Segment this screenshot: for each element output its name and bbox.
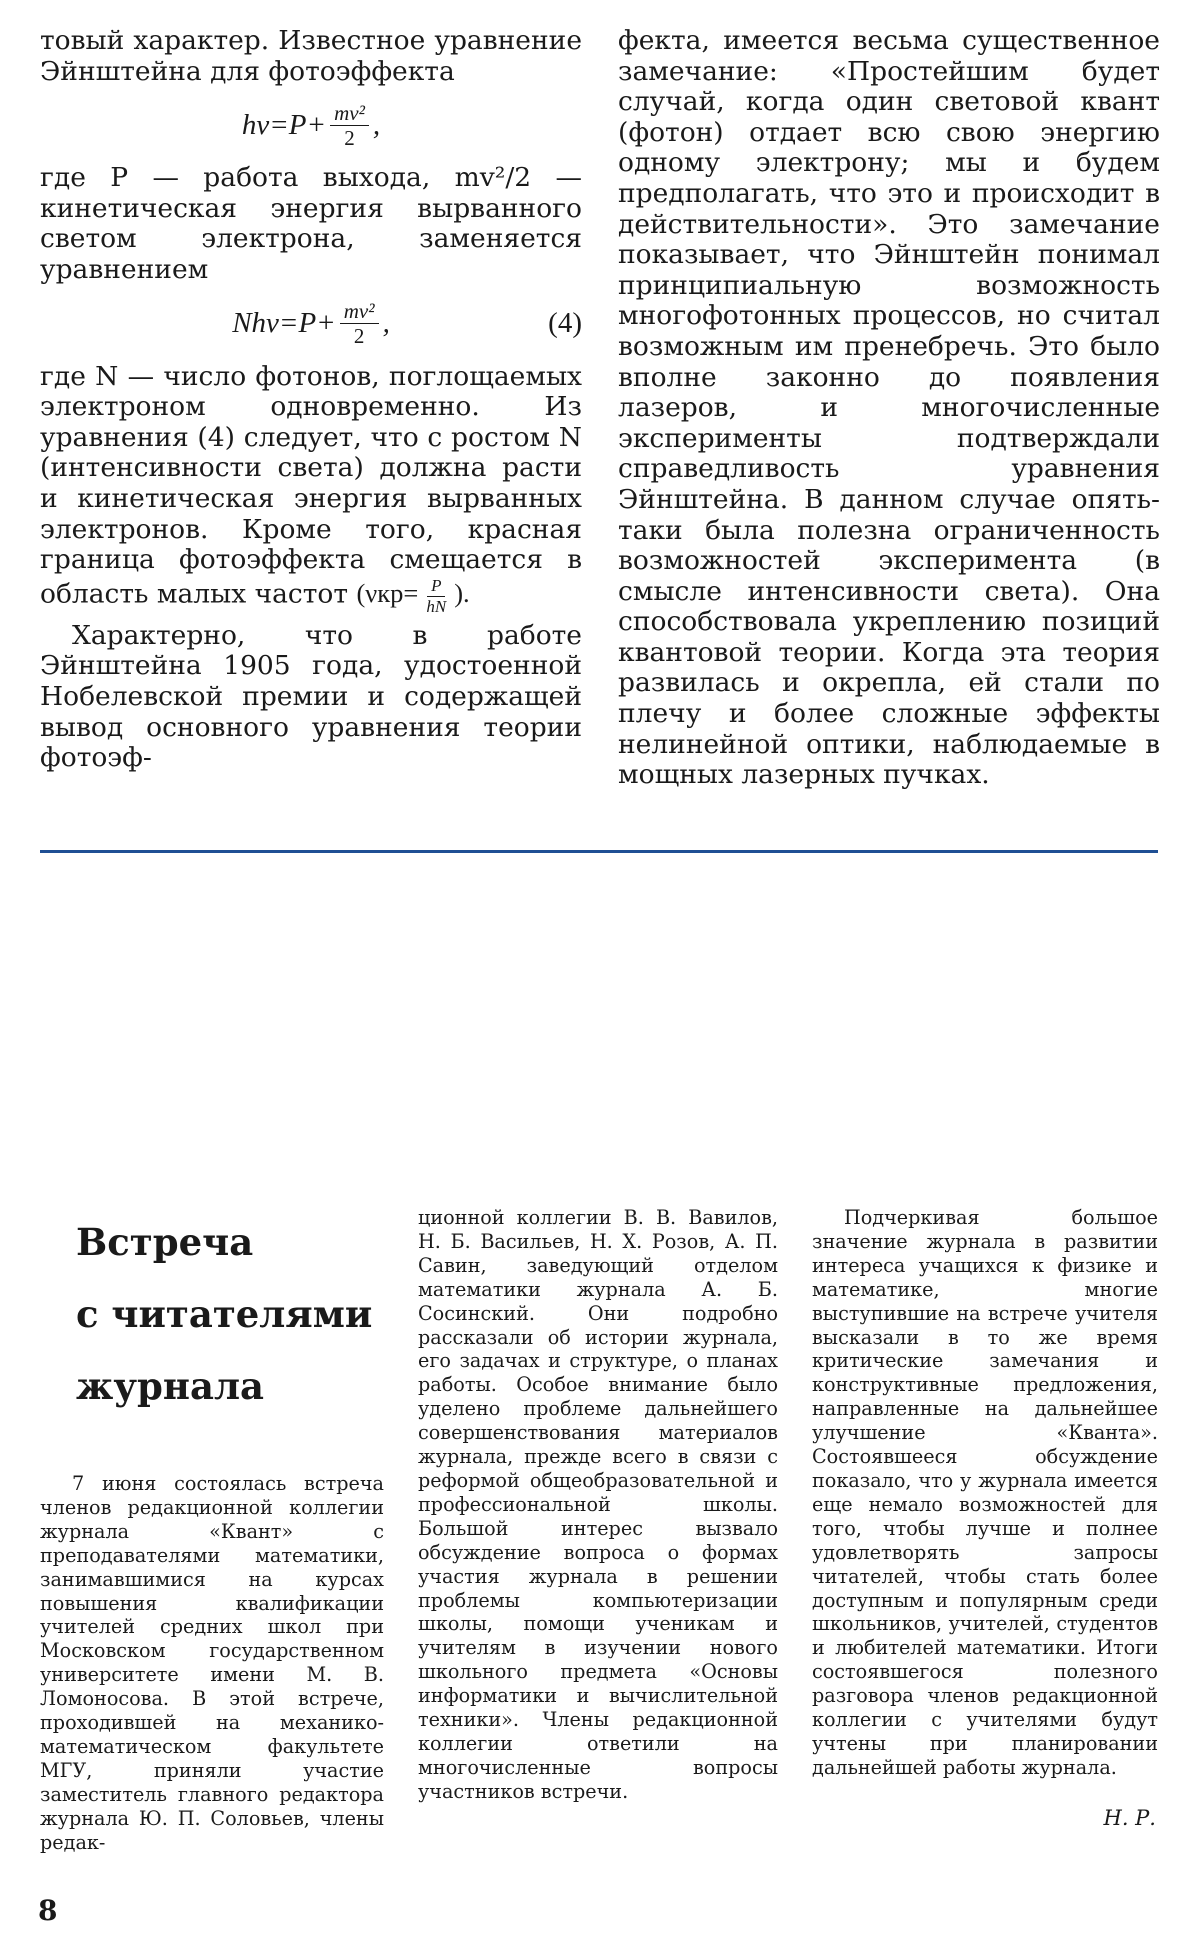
fraction-denominator: 2 [353, 324, 365, 349]
fraction [330, 101, 369, 150]
formula-lhs: Nhν=P+ [232, 307, 336, 340]
nu-tail: ). [454, 578, 470, 609]
fraction-denominator: 2 [344, 125, 355, 150]
equation-number: (4) [548, 307, 582, 340]
paragraph: Подчеркивая большое значение журнала в развитии интереса учащихся к физике и математике, многие выступившие на встрече учителя высказали в то же время критические замечания и конструктивные предложения, направленные на дальнейшее улучшение «Кванта». Состоявшееся обсуждение показало, что у журнала имеется еще немало возможностей для того, чтобы лучше и полнее удовлетворять запросы читателей, чтобы стать более доступным и популярным среди школьников, учителей, студентов и любителей математики. Итоги состоявшегося полезного разговора членов редакционной коллегии с учителями будут учтены при планировании дальнейшей работы журнала. [812, 1206, 1158, 1779]
title-line: Встреча [76, 1220, 254, 1264]
article-column-3 [812, 1206, 1158, 1780]
fraction-numerator: mv² [330, 101, 369, 126]
paragraph: 7 июня состоялась встреча членов редакционной коллегии журнала «Квант» с преподавателями математики, занимавшимися на курсах повышения квалификации учителей средних школ при Московском государственном университете имени М. В. Ломоносова. В этой встрече, проходившей на механико-математическом факультете МГУ, приняли участие заместитель главного редактора журнала Ю. П. Соловьев, члены редак- [40, 1472, 384, 1854]
fraction [340, 299, 379, 348]
paragraph: товый характер. Известное уравнение Эйнштейна для фотоэффекта [40, 25, 582, 87]
paragraph: где P — работа выхода, mv²/2 — кинетическая энергия вырванного светом электрона, заменяется уравнением [40, 162, 582, 285]
author-signature: Н. Р. [1103, 1806, 1156, 1830]
page-number: 8 [38, 1894, 58, 1927]
formula-tail: , [382, 307, 390, 340]
section-divider [40, 850, 1158, 853]
paragraph: фекта, имеется весьма существенное замечание: «Простейшим будет случай, когда один световой квант (фотон) отдает всю свою энергию одному электрону; мы и будем предполагать, что это и происходит в действительности». Это замечание показывает, что Эйнштейн понимал принципиальную возможность многофотонных процессов, но считал возможным им пренебречь. Это было вполне законно до появления лазеров, и многочисленные эксперименты подтверждали справедливость уравнения Эйнштейна. В данном случае опять-таки была полезна ограниченность возможностей эксперимента (в смысле интенсивности света). Она способствовала укреплению позиций квантовой теории. Когда эта теория развилась и окрепла, ей стали по плечу и более сложные эффекты нелинейной оптики, наблюдаемые в мощных лазерных пучках. [618, 25, 1160, 791]
paragraph: ционной коллегии В. В. Вавилов, Н. Б. Васильев, Н. Х. Розов, А. П. Савин, заведующий отделом математики журнала А. Б. Сосинский. Они подробно рассказали об истории журнала, его задачах и структуре, о планах работы. Особое внимание было уделено проблеме дальнейшего совершенствования материалов журнала, прежде всего в связи с реформой общеобразовательной и профессиональной школы. Большой интерес вызвало обсуждение вопроса о формах участия журнала в решении проблемы компьютеризации школы, помощи ученикам и учителям в изучении нового школьного предмета «Основы информатики и вычислительной техники». Члены редакционной коллегии ответили на многочисленные вопросы участников встречи. [418, 1206, 778, 1803]
title-line: журнала [76, 1364, 265, 1408]
formula-einstein [40, 87, 582, 163]
article-column-1 [40, 1472, 384, 1855]
nu-expr: (νкр= [356, 578, 419, 609]
formula-lhs: hν=P+ [241, 108, 327, 141]
article-column-2 [418, 1206, 778, 1804]
formula-4 [40, 286, 582, 362]
title-line: с читателями [76, 1292, 373, 1336]
fraction-numerator: mv² [340, 299, 379, 324]
fraction-numerator: P [427, 576, 445, 597]
paragraph: Характерно, что в работе Эйнштейна 1905 года, удостоенной Нобелевской премии и содержащей вывод основного уравнения теории фотоэф- [40, 619, 582, 774]
paragraph [40, 362, 582, 617]
top-right-column [618, 26, 1160, 791]
fraction [422, 576, 450, 617]
fraction-denominator: hN [426, 596, 447, 616]
formula-tail: , [372, 108, 381, 141]
paragraph-text: где N — число фотонов, поглощаемых электроном одновременно. Из уравнения (4) следует, что с ростом N (интенсивности света) должна расти и кинетическая энергия вырванных электронов. Кроме того, красная граница фотоэффекта смещается в область малых частот [40, 360, 582, 610]
article-title [76, 1206, 396, 1422]
top-left-column [40, 26, 582, 774]
inline-formula [356, 575, 470, 616]
